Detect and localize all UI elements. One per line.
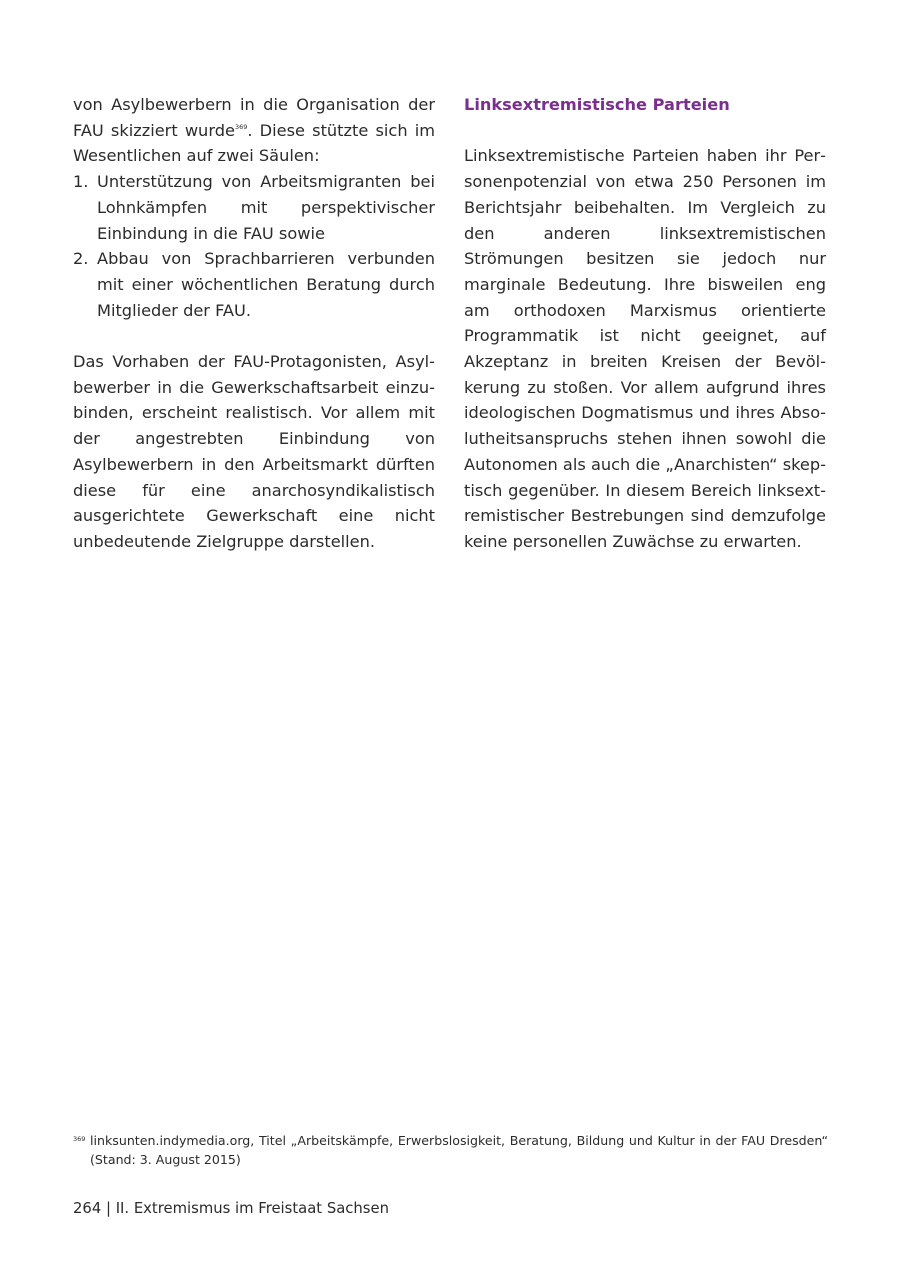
intro-paragraph	[73, 92, 435, 169]
pillars-list	[73, 169, 435, 323]
list-item	[73, 169, 435, 246]
footnote-reference[interactable]: 369	[234, 122, 248, 131]
intro-text: von Asylbewerbern in die Organisation der FAU skizziert wurde	[73, 95, 435, 140]
list-number: 1.	[73, 172, 89, 192]
left-column	[73, 92, 435, 555]
body-paragraph: Linksextremistische Parteien haben ihr Personenpotenzial von etwa 250 Personen im Berichtsjahr beibehalten. Im Vergleich zu den anderen linksextremistischen Strömungen besitzen sie jedoch nur marginale Bedeutung. Ihre bisweilen eng am orthodoxen Marxismus orientierte Programmatik ist nicht geeignet, auf Akzeptanz in breiten Kreisen der Bevölkerung zu stoßen. Vor allem aufgrund ihres ideologischen Dogmatismus und ihres Absolutheitsanspruchs stehen ihnen sowohl die Autonomen als auch die „Anarchisten“ skeptisch gegenüber. In diesem Bereich linksextremistischer Bestrebungen sind demzufolge keine personellen Zuwächse zu erwarten.	[464, 146, 826, 551]
footnote-mark: 369	[73, 1135, 86, 1143]
footnote-text: linksunten.indymedia.org, Titel „Arbeitskämpfe, Erwerbslosigkeit, Beratung, Bildung und Kultur in der FAU Dresden“ (Stand: 3. August 2015)	[90, 1133, 828, 1167]
footnote	[73, 1132, 828, 1169]
chapter-title: II. Extremismus im Freistaat Sachsen	[115, 1200, 389, 1217]
page-footer	[73, 1199, 389, 1219]
intro-text-continued: . Diese stützte sich im Wesentlichen auf zwei Säulen:	[73, 120, 435, 166]
body-paragraph: Das Vorhaben der FAU-Protagonisten, Asylbewerber in die Gewerkschaftsarbeit einzubinden, erscheint realistisch. Vor allem mit der angestrebten Einbindung von Asylbewerbern in den Arbeitsmarkt dürften diese für eine anarchosyndikalistisch ausgerichtete Gewerkschaft eine nicht unbedeutende Zielgruppe darstellen.	[73, 352, 435, 551]
right-column	[464, 92, 826, 555]
footer-separator: |	[105, 1200, 111, 1217]
list-item-text: Unterstützung von Arbeitsmigranten bei Lohnkämpfen mit perspektivischer Einbindung in die FAU sowie	[97, 172, 435, 243]
list-item	[73, 246, 435, 323]
list-number: 2.	[73, 249, 89, 269]
page-number: 264	[73, 1200, 102, 1217]
section-heading: Linksextremistische Parteien	[464, 95, 730, 114]
list-item-text: Abbau von Sprachbarrieren verbunden mit einer wöchentlichen Beratung durch Mitglieder der FAU.	[97, 249, 435, 320]
